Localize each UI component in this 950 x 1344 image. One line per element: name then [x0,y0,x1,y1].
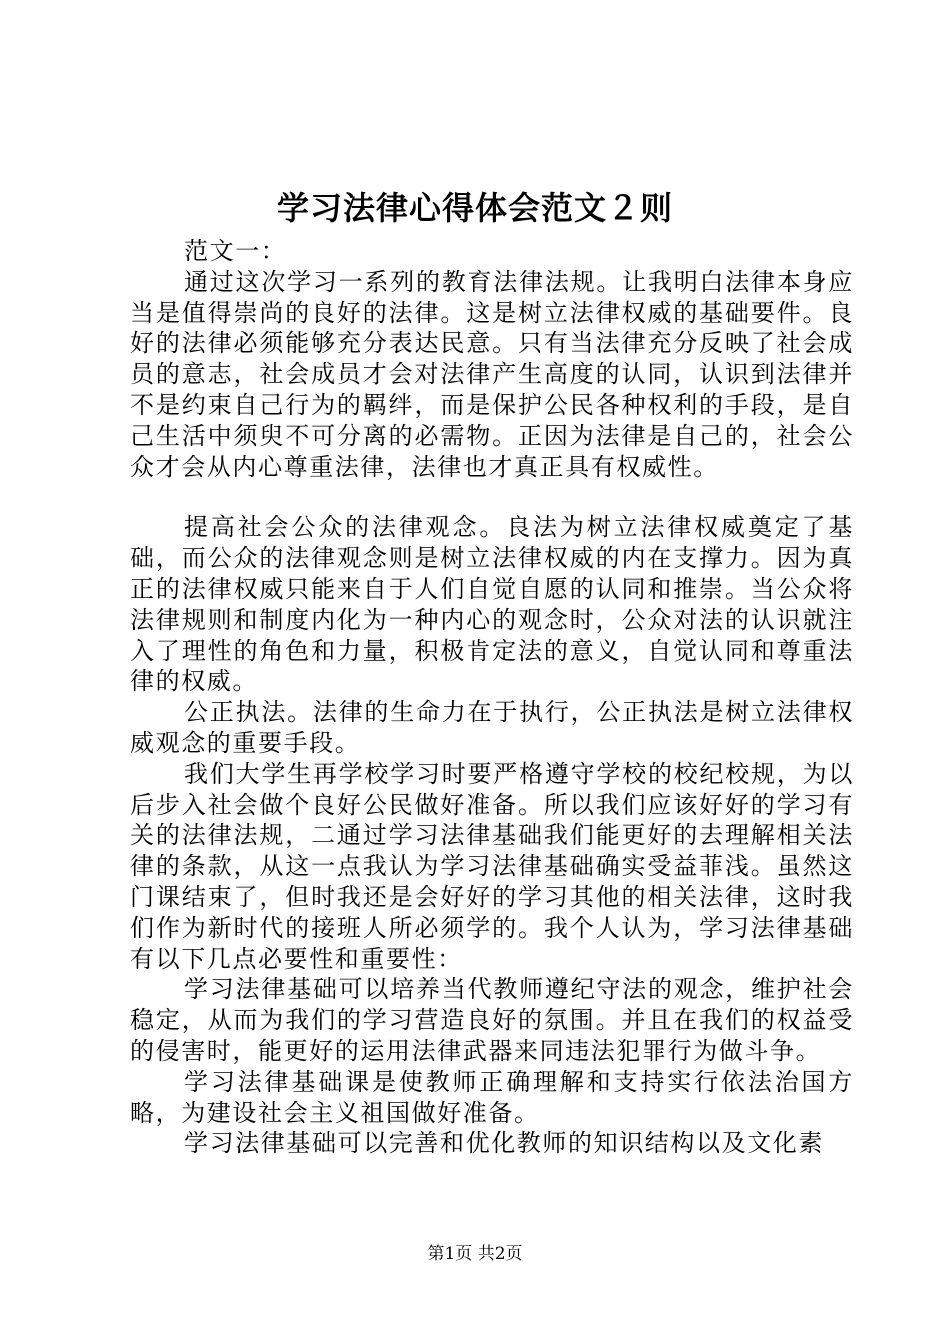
paragraph: 公正执法。法律的生命力在于执行，公正执法是树立法律权威观念的重要手段。 [130,698,854,757]
paragraph: 学习法律基础课是使教师正确理解和支持实行依法治国方略，为建设社会主义祖国做好准备。 [130,1067,854,1127]
paragraph: 学习法律基础可以培养当代教师遵纪守法的观念，维护社会稳定，从而为我们的学习营造良好的氛围。并且在我们的权益受的侵害时，能更好的运用法律武器来同违法犯罪行为做斗争。 [130,975,854,1065]
paragraph: 提高社会公众的法律观念。良法为树立法律权威奠定了基础，而公众的法律观念则是树立法律权威的内在支撑力。因为真正的法律权威只能来自于人们自觉自愿的认同和推崇。当公众将法律规则和制度内化为一种内心的观念时，公众对法的认识就注入了理性的角色和力量，积极肯定法的意义，自觉认同和尊重法律的权威。 [130,513,854,696]
paragraph: 我们大学生再学校学习时要严格遵守学校的校纪校规，为以后步入社会做个良好公民做好准备。所以我们应该好好的学习有关的法律法规，二通过学习法律基础我们能更好的去理解相关法律的条款，从这一点我认为学习法律基础确实受益菲浅。虽然这门课结束了，但时我还是会好好的学习其他的相关法律，这时我们作为新时代的接班人所必须学的。我个人认为，学习法律基础有以下几点必要性和重要性： [130,759,854,973]
document-body [130,236,854,1159]
document-title: 学习法律心得体会范文２则 [276,189,673,227]
paragraph-heading: 范文一： [184,237,287,265]
paragraph: 学习法律基础可以完善和优化教师的知识结构以及文化素 [184,1129,824,1158]
page-number-footer: 第1页 共2页 [427,1244,523,1264]
paragraph: 通过这次学习一系列的教育法律法规。让我明白法律本身应当是值得崇尚的良好的法律。这是树立法律权威的基础要件。良好的法律必须能够充分表达民意。只有当法律充分反映了社会成员的意志，社会成员才会对法律产生高度的认同，认识到法律并不是约束自己行为的羁绊，而是保护公民各种权利的手段，是自己生活中须臾不可分离的必需物。正因为法律是自己的，社会公众才会从内心尊重法律，法律也才真正具有权威性。 [130,267,854,481]
